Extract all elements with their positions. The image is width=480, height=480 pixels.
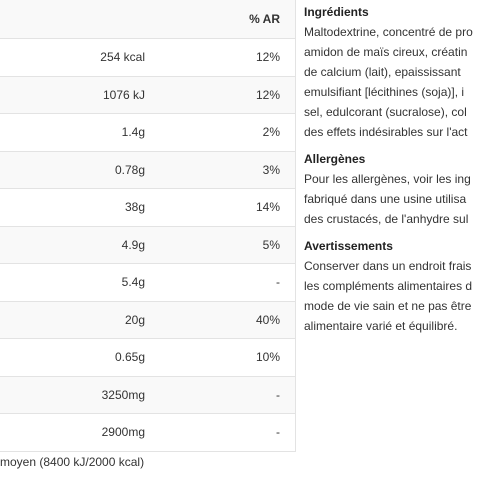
- nutrient-cell: [0, 151, 70, 189]
- amount-cell: 254 kcal: [70, 39, 157, 77]
- table-row: [0, 339, 296, 377]
- amount-cell: 20g: [70, 301, 157, 339]
- amount-cell: 0.78g: [70, 151, 157, 189]
- amount-cell: 2900mg: [70, 414, 157, 452]
- table-row: [0, 264, 296, 302]
- warnings-line: alimentaire varié et équilibré.: [304, 319, 458, 333]
- ingredients-line: de calcium (lait), epaississant: [304, 65, 461, 79]
- header-nutrient: [0, 0, 70, 39]
- ar-cell: 40%: [157, 301, 296, 339]
- amount-cell: 1076 kJ: [70, 76, 157, 114]
- table-row: [0, 39, 296, 77]
- header-amount: [70, 0, 157, 39]
- table-row: [0, 414, 296, 452]
- ar-cell: -: [157, 414, 296, 452]
- nutrient-cell: [0, 76, 70, 114]
- amount-cell: 4.9g: [70, 226, 157, 264]
- table-row: [0, 376, 296, 414]
- header-ar: % AR: [157, 0, 296, 39]
- ar-cell: -: [157, 376, 296, 414]
- warnings-heading: Avertissements: [304, 239, 393, 253]
- warnings-line: les compléments alimentaires d: [304, 279, 473, 293]
- amount-cell: 1.4g: [70, 114, 157, 152]
- ar-cell: 12%: [157, 39, 296, 77]
- nutrient-cell: [0, 376, 70, 414]
- table-row: [0, 76, 296, 114]
- nutrient-cell: [0, 189, 70, 227]
- nutrient-cell: [0, 264, 70, 302]
- nutrient-cell: [0, 339, 70, 377]
- amount-cell: 38g: [70, 189, 157, 227]
- ingredients-heading: Ingrédients: [304, 5, 369, 19]
- ar-cell: 3%: [157, 151, 296, 189]
- amount-cell: 3250mg: [70, 376, 157, 414]
- ar-cell: 2%: [157, 114, 296, 152]
- ingredients-line: amidon de maïs cireux, créatin: [304, 45, 468, 59]
- nutrient-cell: [0, 414, 70, 452]
- allergens-line: des crustacés, de l'anhydre sul: [304, 212, 469, 226]
- ar-cell: -: [157, 264, 296, 302]
- ingredients-line: Maltodextrine, concentré de pro: [304, 25, 473, 39]
- table-header-row: [0, 0, 296, 39]
- ingredients-line: sel, edulcorant (sucralose), col: [304, 105, 467, 119]
- allergens-heading: Allergènes: [304, 152, 366, 166]
- table-row: [0, 114, 296, 152]
- warnings-line: mode de vie sain et ne pas être: [304, 299, 472, 313]
- allergens-line: fabriqué dans une usine utilisa: [304, 192, 467, 206]
- nutrient-cell: [0, 301, 70, 339]
- amount-cell: 5.4g: [70, 264, 157, 302]
- table-row: [0, 226, 296, 264]
- ar-cell: 14%: [157, 189, 296, 227]
- amount-cell: 0.65g: [70, 339, 157, 377]
- ingredients-line: emulsifiant [lécithines (soja)], i: [304, 85, 465, 99]
- product-info-panel: [304, 2, 480, 336]
- nutrient-cell: [0, 114, 70, 152]
- ar-cell: 5%: [157, 226, 296, 264]
- nutrient-cell: [0, 226, 70, 264]
- table-row: [0, 151, 296, 189]
- ingredients-line: des effets indésirables sur l'act: [304, 125, 468, 139]
- ar-cell: 12%: [157, 76, 296, 114]
- reference-intake-footnote: moyen (8400 kJ/2000 kcal): [0, 455, 145, 469]
- table-row: [0, 301, 296, 339]
- warnings-line: Conserver dans un endroit frais: [304, 259, 472, 273]
- allergens-line: Pour les allergènes, voir les ing: [304, 172, 471, 186]
- nutrient-cell: [0, 39, 70, 77]
- ar-cell: 10%: [157, 339, 296, 377]
- table-row: [0, 189, 296, 227]
